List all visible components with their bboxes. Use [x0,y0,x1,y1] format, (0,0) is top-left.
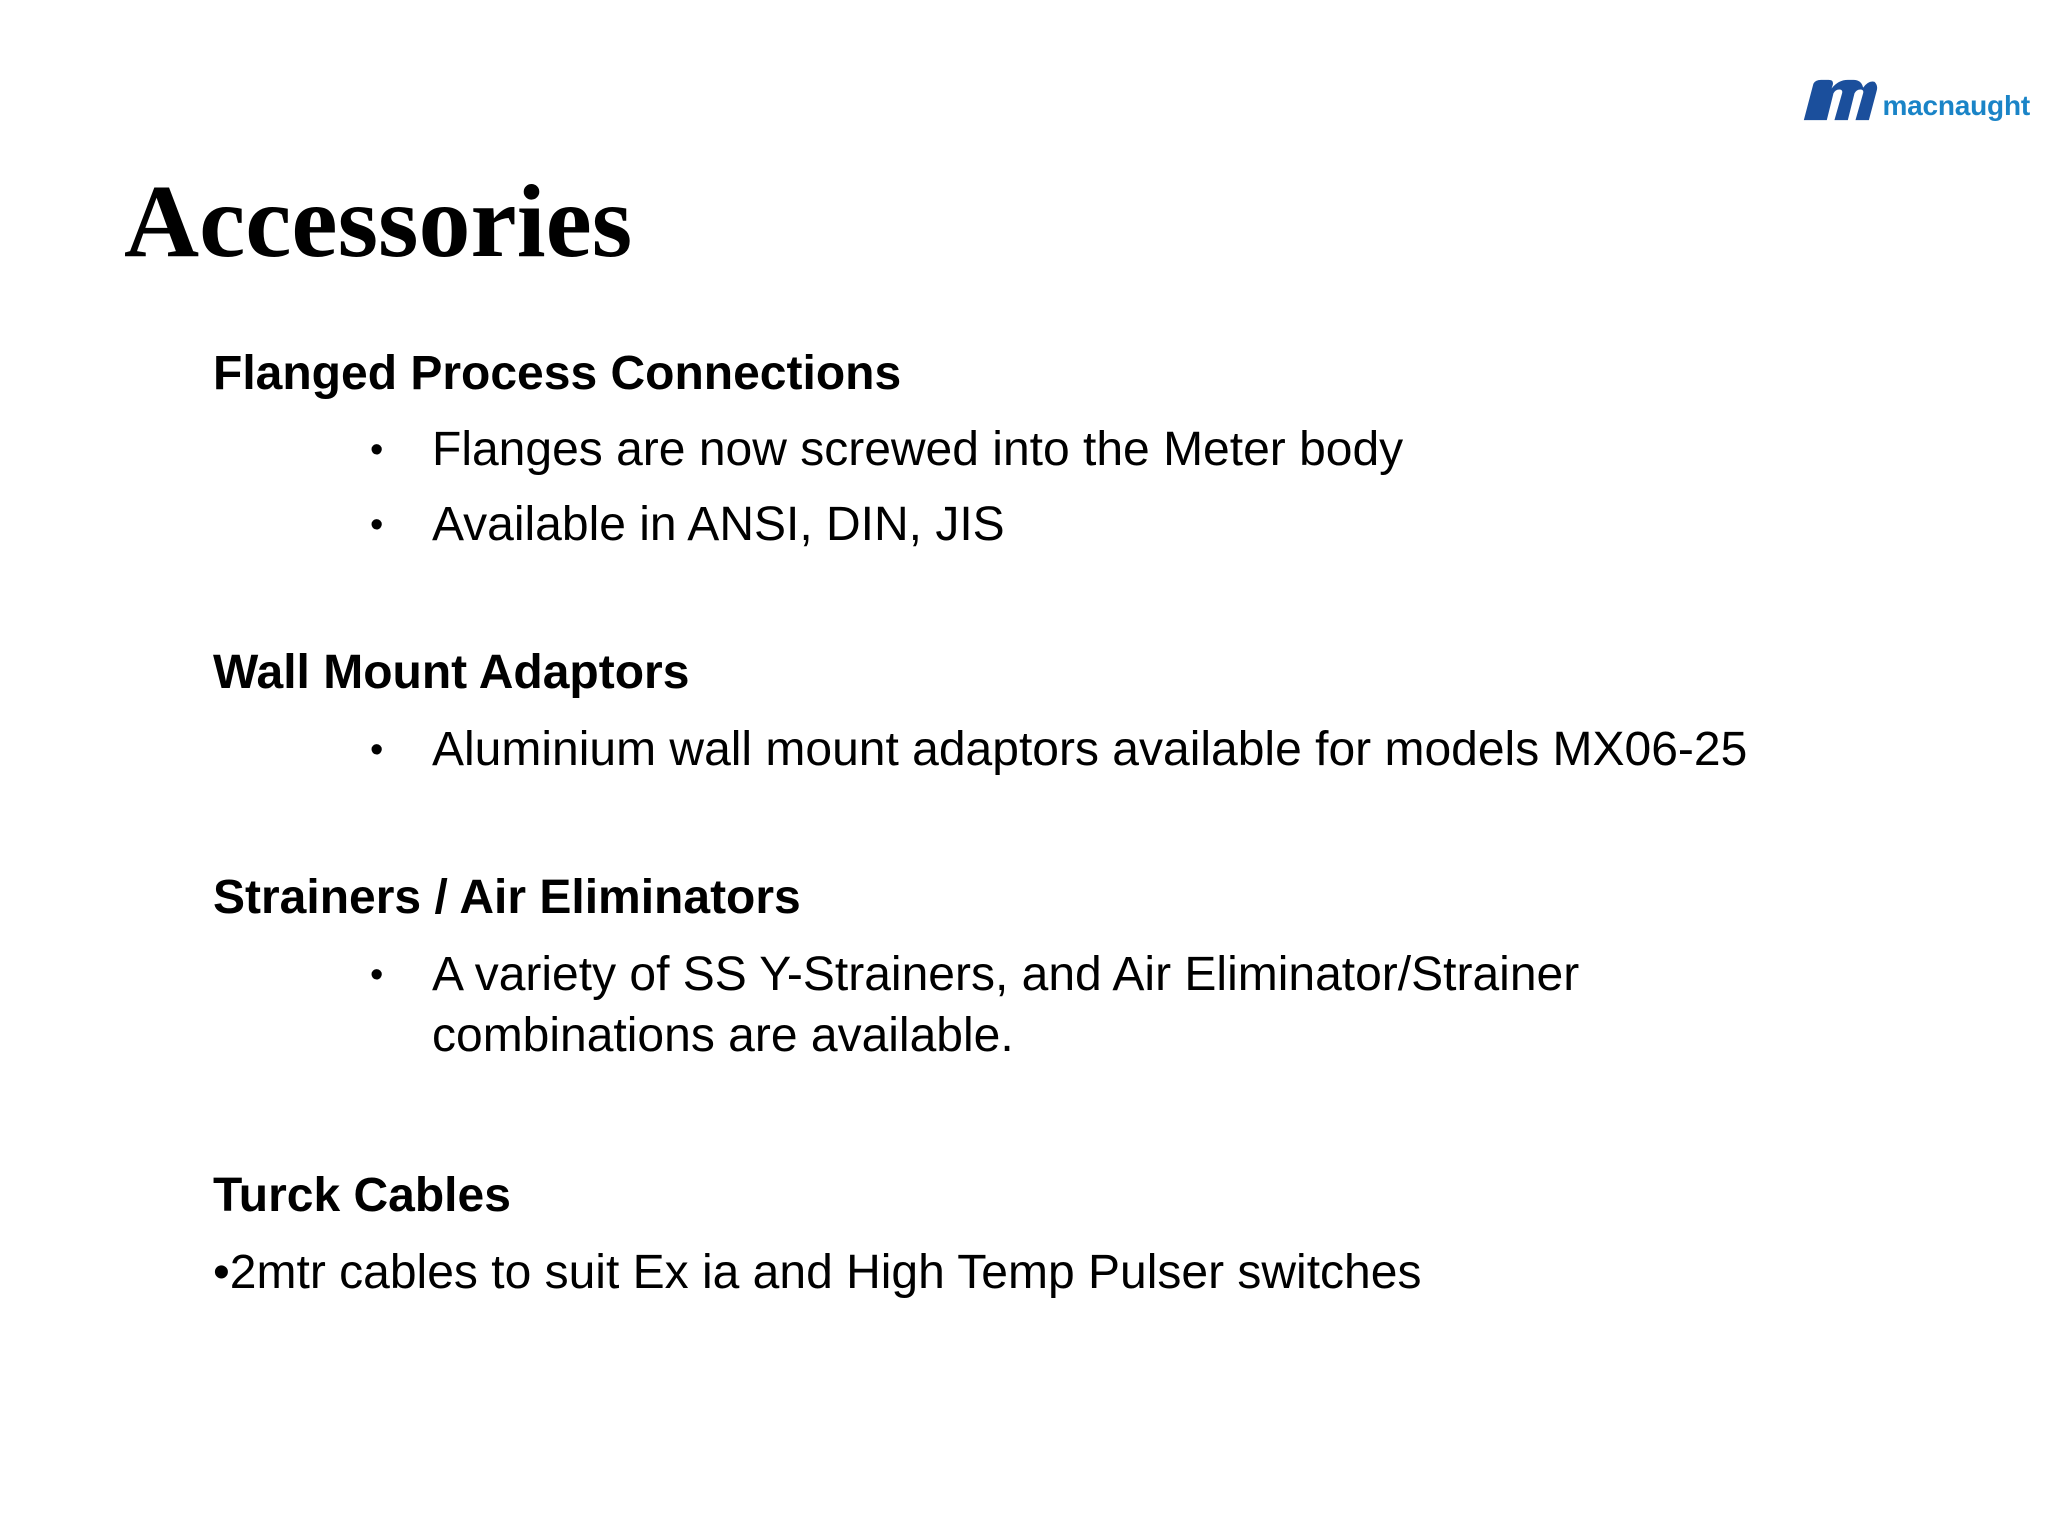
slide-title: Accessories [124,164,633,279]
list-item: •2mtr cables to suit Ex ia and High Temp Pulser switches [213,1246,1422,1299]
bullet-text: Aluminium wall mount adaptors available for models MX06-25 [432,723,1748,776]
bullet-icon: • [370,954,384,996]
section-heading-flanged-process-connections: Flanged Process Connections [213,347,902,400]
bullet-text: A variety of SS Y-Strainers, and Air Eliminator/Strainer [432,948,1580,1001]
bullet-icon: • [370,729,384,771]
bullet-text: Available in ANSI, DIN, JIS [432,498,1005,551]
bullet-icon: • [370,429,384,471]
logo-wordmark: macnaught [1882,90,2030,121]
bullet-text: Flanges are now screwed into the Meter body [432,423,1404,476]
section-heading-strainers-air-eliminators: Strainers / Air Eliminators [213,871,801,924]
macnaught-m-logo-icon [1800,75,1878,125]
bullet-text: combinations are available. [432,1009,1014,1062]
section-heading-turck-cables: Turck Cables [213,1169,511,1222]
macnaught-logo [1800,70,2030,130]
bullet-icon: • [370,504,384,546]
section-heading-wall-mount-adaptors: Wall Mount Adaptors [213,646,690,699]
